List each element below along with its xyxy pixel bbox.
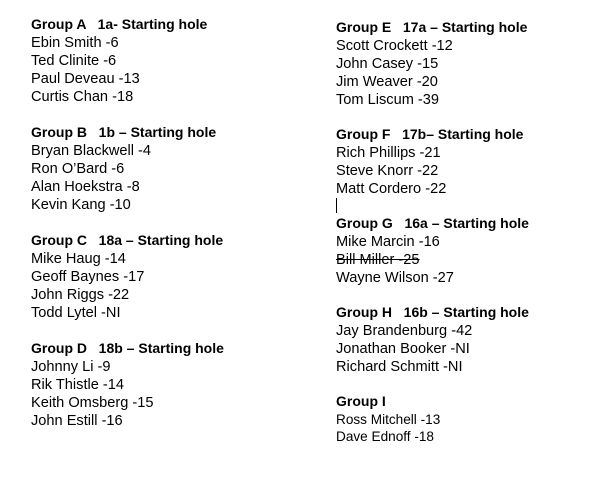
player-entry: Matt Cordero -22 [336, 181, 447, 197]
player-entry: Wayne Wilson -27 [336, 270, 454, 286]
player-entry: Bryan Blackwell -4 [31, 143, 152, 159]
group-heading: Group G 16a – Starting hole [336, 215, 529, 231]
group-a [31, 16, 311, 106]
group-heading: Group H 16b – Starting hole [336, 304, 529, 320]
player-entry: Rik Thistle -14 [31, 377, 124, 393]
group-heading: Group F 17b– Starting hole [336, 126, 524, 142]
group-heading: Group C 18a – Starting hole [31, 232, 224, 248]
player-entry: Johnny Li -9 [31, 359, 111, 375]
player-entry: John Riggs -22 [31, 287, 130, 303]
player-entry: Steve Knorr -22 [336, 163, 439, 179]
player-entry: John Estill -16 [31, 413, 123, 429]
group-heading: Group D 18b – Starting hole [31, 340, 224, 356]
group-b [31, 124, 311, 214]
player-entry: Alan Hoekstra -8 [31, 179, 140, 195]
group-heading: Group I [336, 393, 386, 409]
player-entry: Paul Deveau -13 [31, 71, 140, 87]
player-entry: Kevin Kang -10 [31, 197, 131, 213]
player-entry: Dave Ednoff -18 [336, 429, 434, 444]
player-entry: Tom Liscum -39 [336, 92, 439, 108]
group-c [31, 232, 311, 322]
player-entry: Scott Crockett -12 [336, 38, 453, 54]
player-entry: Jay Brandenburg -42 [336, 323, 473, 339]
group-heading: Group A 1a- Starting hole [31, 16, 208, 32]
player-entry: Mike Haug -14 [31, 251, 126, 267]
group-heading: Group B 1b – Starting hole [31, 124, 217, 140]
group-h [336, 304, 596, 376]
player-entry: Curtis Chan -18 [31, 89, 134, 105]
group-e [336, 19, 596, 109]
player-entry: Mike Marcin -16 [336, 234, 440, 250]
player-entry: Jim Weaver -20 [336, 74, 438, 90]
player-entry: Richard Schmitt -NI [336, 359, 463, 375]
player-entry-struck: Bill Miller -25 [336, 252, 420, 268]
player-entry: Geoff Baynes -17 [31, 269, 145, 285]
player-entry: Ron O’Bard -6 [31, 161, 125, 177]
player-entry: Todd Lytel -NI [31, 305, 121, 321]
player-entry: Jonathan Booker -NI [336, 341, 470, 357]
group-g [336, 215, 596, 287]
player-entry: Ebin Smith -6 [31, 35, 119, 51]
text-cursor [336, 198, 337, 213]
group-f [336, 126, 596, 198]
group-d [31, 340, 311, 430]
player-entry: Ted Clinite -6 [31, 53, 117, 69]
player-entry: Rich Phillips -21 [336, 145, 441, 161]
player-entry: Keith Omsberg -15 [31, 395, 154, 411]
group-heading: Group E 17a – Starting hole [336, 19, 528, 35]
group-i [336, 393, 596, 445]
player-entry: Ross Mitchell -13 [336, 412, 441, 427]
player-entry: John Casey -15 [336, 56, 439, 72]
